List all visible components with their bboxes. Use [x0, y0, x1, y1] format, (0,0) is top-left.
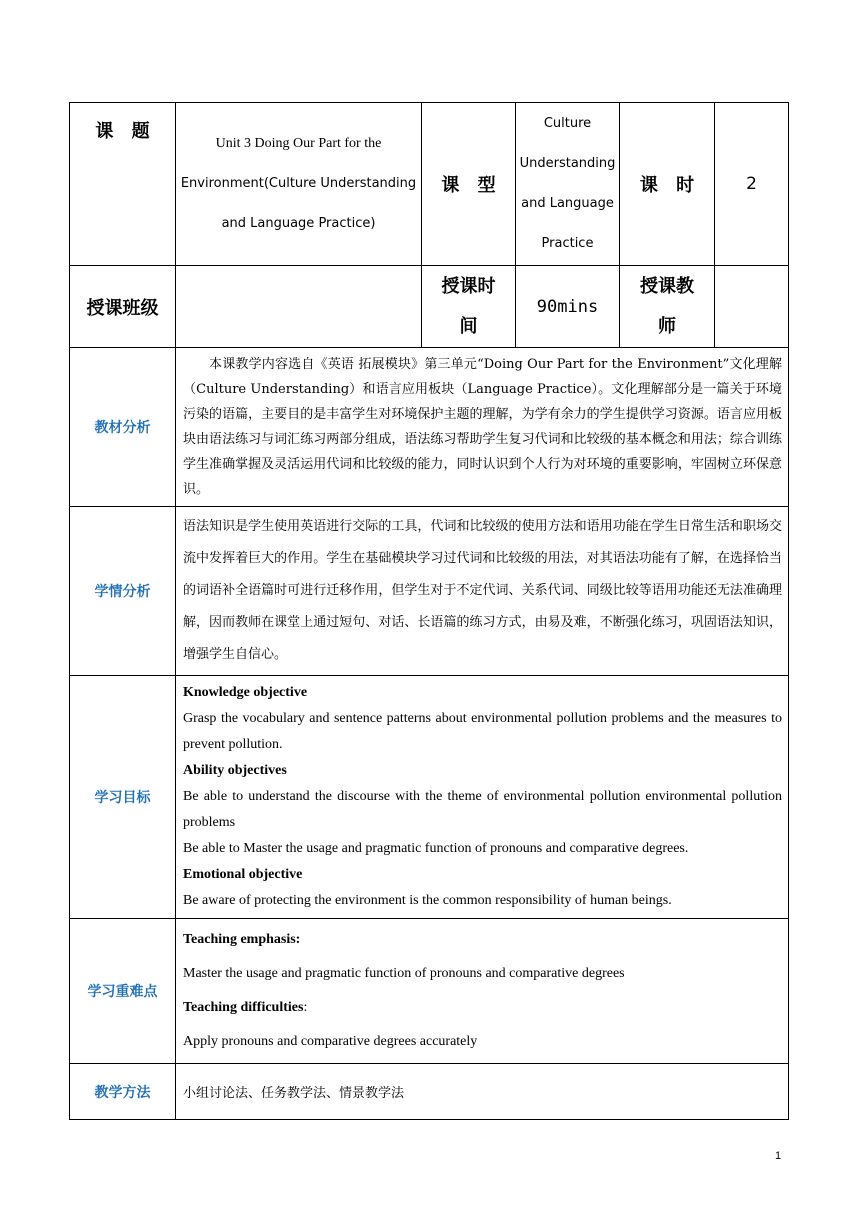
topic-label: 课 题 [95, 121, 150, 142]
methods-row [70, 1064, 789, 1120]
objectives-row [70, 676, 789, 919]
class-row [70, 266, 789, 348]
page-number: 1 [775, 1150, 782, 1162]
objectives-text-cell [176, 676, 789, 919]
topic-value-cell [176, 103, 422, 266]
time-value-cell [516, 266, 620, 348]
time-value: 90mins [536, 296, 599, 317]
time-label-line-1: 授课时 [441, 275, 496, 297]
type-line-1: Culture [543, 116, 592, 131]
lesson-plan-table [69, 102, 789, 1120]
difficulties-text: Apply pronouns and comparative degrees accurately [183, 1034, 478, 1049]
class-value-cell [176, 266, 422, 348]
textbook-label: 教材分析 [94, 420, 151, 436]
type-label: 课 型 [441, 175, 496, 196]
emphasis-heading: Teaching emphasis: [183, 932, 301, 947]
emphasis-text: Master the usage and pragmatic function of pronouns and comparative degrees [183, 966, 625, 981]
class-label: 授课班级 [86, 297, 159, 319]
objectives-label: 学习目标 [94, 790, 151, 806]
teacher-label-line-1: 授课教 [640, 275, 694, 297]
ability-text-2: Be able to Master the usage and pragmatic function of pronouns and comparative degrees. [183, 841, 689, 856]
hours-value: 2 [746, 174, 757, 194]
header-row [70, 103, 789, 266]
learners-text-cell [176, 507, 789, 676]
key-points-text-cell [176, 919, 789, 1064]
time-label-line-2: 间 [459, 315, 478, 337]
knowledge-text: Grasp the vocabulary and sentence patterns about environmental pollution problems and the measures to prevent pollution. [183, 711, 782, 752]
learners-label-cell [70, 507, 176, 676]
methods-text: 小组讨论法、任务教学法、情景教学法 [183, 1086, 405, 1101]
type-line-2: Understanding [519, 156, 616, 171]
learners-row [70, 507, 789, 676]
key-points-label: 学习重难点 [87, 984, 158, 1000]
textbook-label-cell [70, 348, 176, 507]
teacher-label-cell [620, 266, 715, 348]
hours-label-cell [620, 103, 715, 266]
ability-heading: Ability objectives [183, 763, 287, 778]
type-line-4: Practice [541, 236, 594, 251]
topic-label-cell [70, 103, 176, 266]
textbook-text: 本课教学内容选自《英语 拓展模块》第三单元“Doing Our Part for the Environment”文化理解（Culture Understanding）和语言应用板块（Language Practice）。文化理解部分是一篇关于环境污染的语篇，主要目的是丰富学生对环境保护主题的理解，为学有余力的学生提供学习资源。语言应用板块由语法练习与词汇练习两部分组成，语法练习帮助学生复习代词和比较级的基本概念和用法；综合训练学生准确掌握及灵活运用代词和比较级的能力，同时认识到个人行为对环境的重要影响，牢固树立环保意识。 [183, 357, 782, 497]
methods-label: 教学方法 [94, 1084, 151, 1101]
topic-line-2: Environment(Culture Understanding [180, 176, 417, 191]
type-label-cell [422, 103, 516, 266]
textbook-text-cell [176, 348, 789, 507]
learners-label: 学情分析 [94, 584, 151, 600]
objectives-label-cell [70, 676, 176, 919]
type-line-3: and Language [521, 196, 614, 211]
hours-value-cell [715, 103, 789, 266]
emotional-heading: Emotional objective [183, 867, 303, 882]
ability-text-1: Be able to understand the discourse with the theme of environmental pollution environmental pollution problems [183, 789, 782, 830]
class-label-cell [70, 266, 176, 348]
emotional-text: Be aware of protecting the environment is the common responsibility of human beings. [183, 893, 672, 908]
key-points-label-cell [70, 919, 176, 1064]
type-value-cell [516, 103, 620, 266]
methods-text-cell [176, 1064, 789, 1120]
difficulties-heading: Teaching difficulties: [183, 1000, 308, 1015]
learners-text: 语法知识是学生使用英语进行交际的工具，代词和比较级的使用方法和语用功能在学生日常生活和职场交流中发挥着巨大的作用。学生在基础模块学习过代词和比较级的用法，对其语法功能有了解，在选择恰当的词语补全语篇时可进行迁移作用，但学生对于不定代词、关系代词、同级比较等语用功能还无法准确理解，因而教师在课堂上通过短句、对话、长语篇的练习方式，由易及难，不断强化练习，巩固语法知识，增强学生自信心。 [183, 519, 782, 662]
teacher-label-line-2: 师 [658, 315, 676, 337]
teacher-value-cell [715, 266, 789, 348]
knowledge-heading: Knowledge objective [183, 685, 308, 700]
hours-label: 课 时 [639, 175, 695, 196]
topic-line-1: Unit 3 Doing Our Part for the [215, 136, 382, 151]
methods-label-cell [70, 1064, 176, 1120]
topic-line-3: and Language Practice) [221, 216, 376, 231]
textbook-row [70, 348, 789, 507]
key-points-row [70, 919, 789, 1064]
time-label-cell [422, 266, 516, 348]
